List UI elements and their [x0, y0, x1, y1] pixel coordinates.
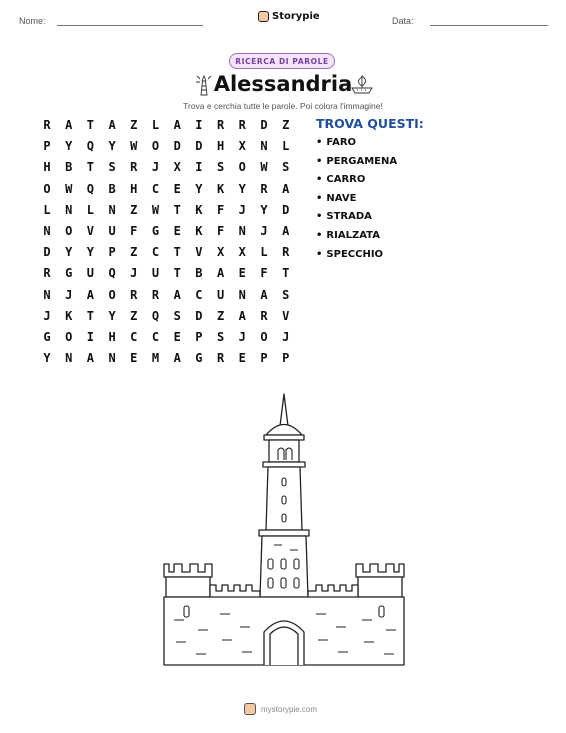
grid-letter[interactable]: N	[108, 202, 116, 217]
grid-letter[interactable]: R	[130, 287, 138, 302]
grid-letter[interactable]: D	[195, 139, 203, 154]
grid-letter[interactable]: Z	[282, 118, 290, 132]
storypie-logo-icon	[244, 703, 256, 715]
grid-letter[interactable]: J	[238, 202, 246, 217]
grid-letter[interactable]: A	[173, 351, 181, 366]
grid-letter[interactable]: H	[108, 330, 116, 344]
grid-letter[interactable]: A	[108, 118, 116, 132]
grid-letter[interactable]: S	[173, 308, 181, 323]
grid-letter[interactable]: G	[65, 266, 73, 281]
grid-letter[interactable]: B	[195, 266, 203, 281]
grid-letter[interactable]: F	[216, 202, 225, 217]
grid-letter[interactable]: D	[173, 139, 181, 154]
grid-letter[interactable]: P	[195, 330, 203, 344]
grid-letter[interactable]: W	[65, 181, 73, 196]
grid-letter[interactable]: Y	[238, 181, 246, 196]
grid-letter[interactable]: S	[282, 160, 290, 175]
grid-letter[interactable]: Z	[130, 118, 138, 132]
grid-letter[interactable]: R	[260, 308, 268, 323]
grid-letter[interactable]: N	[43, 287, 51, 302]
grid-letter[interactable]: D	[43, 245, 51, 260]
grid-letter[interactable]: C	[151, 181, 160, 196]
grid-letter[interactable]: A	[238, 308, 246, 323]
brand-name: Storypie	[272, 11, 320, 22]
grid-letter[interactable]: A	[86, 287, 94, 302]
grid-letter[interactable]: A	[173, 118, 181, 132]
grid-letter[interactable]: S	[282, 287, 290, 302]
grid-letter[interactable]: C	[151, 245, 160, 260]
word-list-title: TROVA QUESTI:	[316, 116, 424, 131]
footer	[244, 703, 317, 715]
grid-letter[interactable]: Z	[216, 308, 225, 323]
grid-letter[interactable]: F	[260, 266, 268, 281]
grid-letter[interactable]: O	[43, 181, 51, 196]
grid-letter[interactable]: A	[282, 181, 290, 196]
grid-letter[interactable]: O	[151, 139, 160, 154]
grid-letter[interactable]: R	[238, 118, 246, 132]
grid-letter[interactable]: T	[173, 245, 181, 260]
grid-letter[interactable]: P	[282, 351, 290, 366]
grid-letter[interactable]: J	[130, 266, 138, 281]
grid-letter[interactable]: S	[216, 330, 225, 344]
date-label: Data:	[392, 16, 414, 26]
grid-letter[interactable]: K	[195, 224, 203, 238]
grid-letter[interactable]: K	[216, 181, 225, 196]
grid-letter[interactable]: N	[65, 202, 73, 217]
grid-letter[interactable]: F	[216, 224, 225, 238]
grid-letter[interactable]: L	[260, 245, 268, 260]
grid-letter[interactable]: S	[216, 160, 225, 175]
grid-letter[interactable]: L	[43, 202, 51, 217]
grid-letter[interactable]: J	[260, 224, 268, 238]
grid-letter[interactable]: R	[130, 160, 138, 175]
grid-letter[interactable]: Z	[130, 202, 138, 217]
word-list-item: • STRADA	[316, 211, 397, 230]
grid-letter[interactable]: Y	[43, 351, 51, 366]
grid-letter[interactable]: X	[173, 160, 181, 175]
grid-letter[interactable]: R	[260, 181, 268, 196]
grid-letter[interactable]: A	[65, 118, 73, 132]
grid-letter[interactable]: G	[151, 224, 160, 238]
grid-letter[interactable]: E	[238, 266, 246, 281]
grid-letter[interactable]: J	[43, 308, 51, 323]
grid-letter[interactable]: T	[282, 266, 290, 281]
grid-letter[interactable]: D	[260, 118, 268, 132]
grid-letter[interactable]: P	[260, 351, 268, 366]
grid-letter[interactable]: O	[108, 287, 116, 302]
grid-letter[interactable]: B	[108, 181, 116, 196]
grid-letter[interactable]: Q	[151, 308, 160, 323]
grid-letter[interactable]: C	[130, 330, 138, 344]
grid-letter[interactable]: R	[282, 245, 290, 260]
grid-letter[interactable]: D	[282, 202, 290, 217]
grid-letter[interactable]: G	[195, 351, 203, 366]
word-list-item: • CARRO	[316, 174, 397, 193]
grid-letter[interactable]: Y	[65, 245, 73, 260]
page-title: Alessandria	[213, 72, 353, 96]
grid-letter[interactable]: F	[130, 224, 138, 238]
grid-letter[interactable]: N	[238, 287, 246, 302]
grid-letter[interactable]: P	[108, 245, 116, 260]
ship-sketch-icon	[350, 72, 374, 96]
word-list-item: • PERGAMENA	[316, 156, 397, 175]
grid-letter[interactable]: I	[86, 330, 94, 344]
grid-letter[interactable]: S	[108, 160, 116, 175]
activity-badge: RICERCA DI PAROLE	[229, 53, 335, 69]
grid-letter[interactable]: N	[260, 139, 268, 154]
grid-letter[interactable]: E	[173, 330, 181, 344]
word-list-item: • NAVE	[316, 193, 397, 212]
name-line[interactable]	[57, 25, 203, 26]
grid-letter[interactable]: L	[282, 139, 290, 154]
grid-letter[interactable]: E	[173, 224, 181, 238]
grid-letter[interactable]: J	[238, 330, 246, 344]
grid-letter[interactable]: X	[238, 139, 246, 154]
grid-letter[interactable]: I	[195, 118, 203, 132]
grid-letter[interactable]: Q	[86, 139, 94, 154]
word-list-item: • RIALZATA	[316, 230, 397, 249]
grid-letter[interactable]: W	[260, 160, 268, 175]
grid-letter[interactable]: Y	[260, 202, 268, 217]
grid-letter[interactable]: Y	[86, 245, 94, 260]
grid-letter[interactable]: A	[86, 351, 94, 366]
word-list-item: • SPECCHIO	[316, 249, 397, 268]
brand	[258, 11, 320, 22]
grid-letter[interactable]: H	[216, 139, 225, 154]
grid-letter[interactable]: U	[216, 287, 225, 302]
grid-letter[interactable]: M	[151, 351, 160, 366]
grid-letter[interactable]: C	[151, 330, 160, 344]
grid-letter[interactable]: U	[108, 224, 116, 238]
grid-letter[interactable]: Y	[65, 139, 73, 154]
grid-letter[interactable]: J	[65, 287, 73, 302]
footer-website[interactable]: mystorypie.com	[261, 704, 318, 714]
grid-letter[interactable]: A	[216, 266, 225, 281]
grid-letter[interactable]: L	[151, 118, 160, 132]
grid-letter[interactable]: Q	[86, 181, 94, 196]
grid-letter[interactable]: A	[282, 224, 290, 238]
grid-letter[interactable]: V	[282, 308, 290, 323]
name-label: Nome:	[19, 16, 46, 26]
grid-letter[interactable]: W	[130, 139, 138, 154]
grid-letter[interactable]: Y	[108, 139, 116, 154]
grid-letter[interactable]: C	[195, 287, 203, 302]
grid-letter[interactable]: O	[65, 224, 73, 238]
grid-letter[interactable]: O	[238, 160, 246, 175]
grid-letter[interactable]: U	[86, 266, 94, 281]
grid-letter[interactable]: T	[173, 202, 181, 217]
grid-letter[interactable]: L	[86, 202, 94, 217]
grid-letter[interactable]: Z	[130, 308, 138, 323]
grid-letter[interactable]: D	[195, 308, 203, 323]
grid-letter[interactable]: Y	[195, 181, 203, 196]
grid-letter[interactable]: E	[130, 351, 138, 366]
grid-letter[interactable]: E	[173, 181, 181, 196]
grid-letter[interactable]: R	[43, 266, 51, 281]
grid-letter[interactable]: N	[238, 224, 246, 238]
grid-letter[interactable]: P	[43, 139, 51, 154]
grid-letter[interactable]: T	[86, 160, 94, 175]
grid-letter[interactable]: X	[238, 245, 246, 260]
grid-letter[interactable]: H	[130, 181, 138, 196]
grid-letter[interactable]: B	[65, 160, 73, 175]
grid-letter[interactable]: T	[86, 308, 94, 323]
grid-letter[interactable]: T	[86, 118, 94, 132]
instructions: Trova e cerchia tutte le parole. Poi colora l'immagine!	[183, 101, 383, 111]
grid-letter[interactable]: N	[43, 224, 51, 238]
grid-letter[interactable]: T	[173, 266, 181, 281]
grid-letter[interactable]: I	[195, 160, 203, 175]
storypie-logo-icon	[258, 11, 269, 22]
grid-letter[interactable]: E	[238, 351, 246, 366]
grid-letter[interactable]: N	[108, 351, 116, 366]
grid-letter[interactable]: N	[65, 351, 73, 366]
grid-letter[interactable]: R	[216, 118, 225, 132]
grid-letter[interactable]: R	[151, 287, 160, 302]
grid-letter[interactable]: H	[43, 160, 51, 175]
grid-letter[interactable]: O	[260, 330, 268, 344]
grid-letter[interactable]: Y	[108, 308, 116, 323]
grid-letter[interactable]: X	[216, 245, 225, 260]
word-list	[316, 137, 397, 267]
grid-letter[interactable]: G	[43, 330, 51, 344]
grid-letter[interactable]: R	[43, 118, 51, 132]
grid-letter[interactable]: O	[65, 330, 73, 344]
grid-letter[interactable]: K	[195, 202, 203, 217]
word-list-item: • FARO	[316, 137, 397, 156]
grid-letter[interactable]: K	[65, 308, 73, 323]
grid-letter[interactable]: J	[282, 330, 290, 344]
grid-letter[interactable]: R	[216, 351, 225, 366]
grid-letter[interactable]: Z	[130, 245, 138, 260]
grid-letter[interactable]: A	[260, 287, 268, 302]
grid-letter[interactable]: V	[86, 224, 94, 238]
grid-letter[interactable]: V	[195, 245, 203, 260]
grid-letter[interactable]: J	[151, 160, 160, 175]
grid-letter[interactable]: Q	[108, 266, 116, 281]
grid-letter[interactable]: U	[151, 266, 160, 281]
grid-letter[interactable]: A	[173, 287, 181, 302]
grid-letter[interactable]: W	[151, 202, 160, 217]
lighthouse-of-alexandria-coloring-outline[interactable]	[160, 392, 408, 672]
date-line[interactable]	[430, 25, 548, 26]
